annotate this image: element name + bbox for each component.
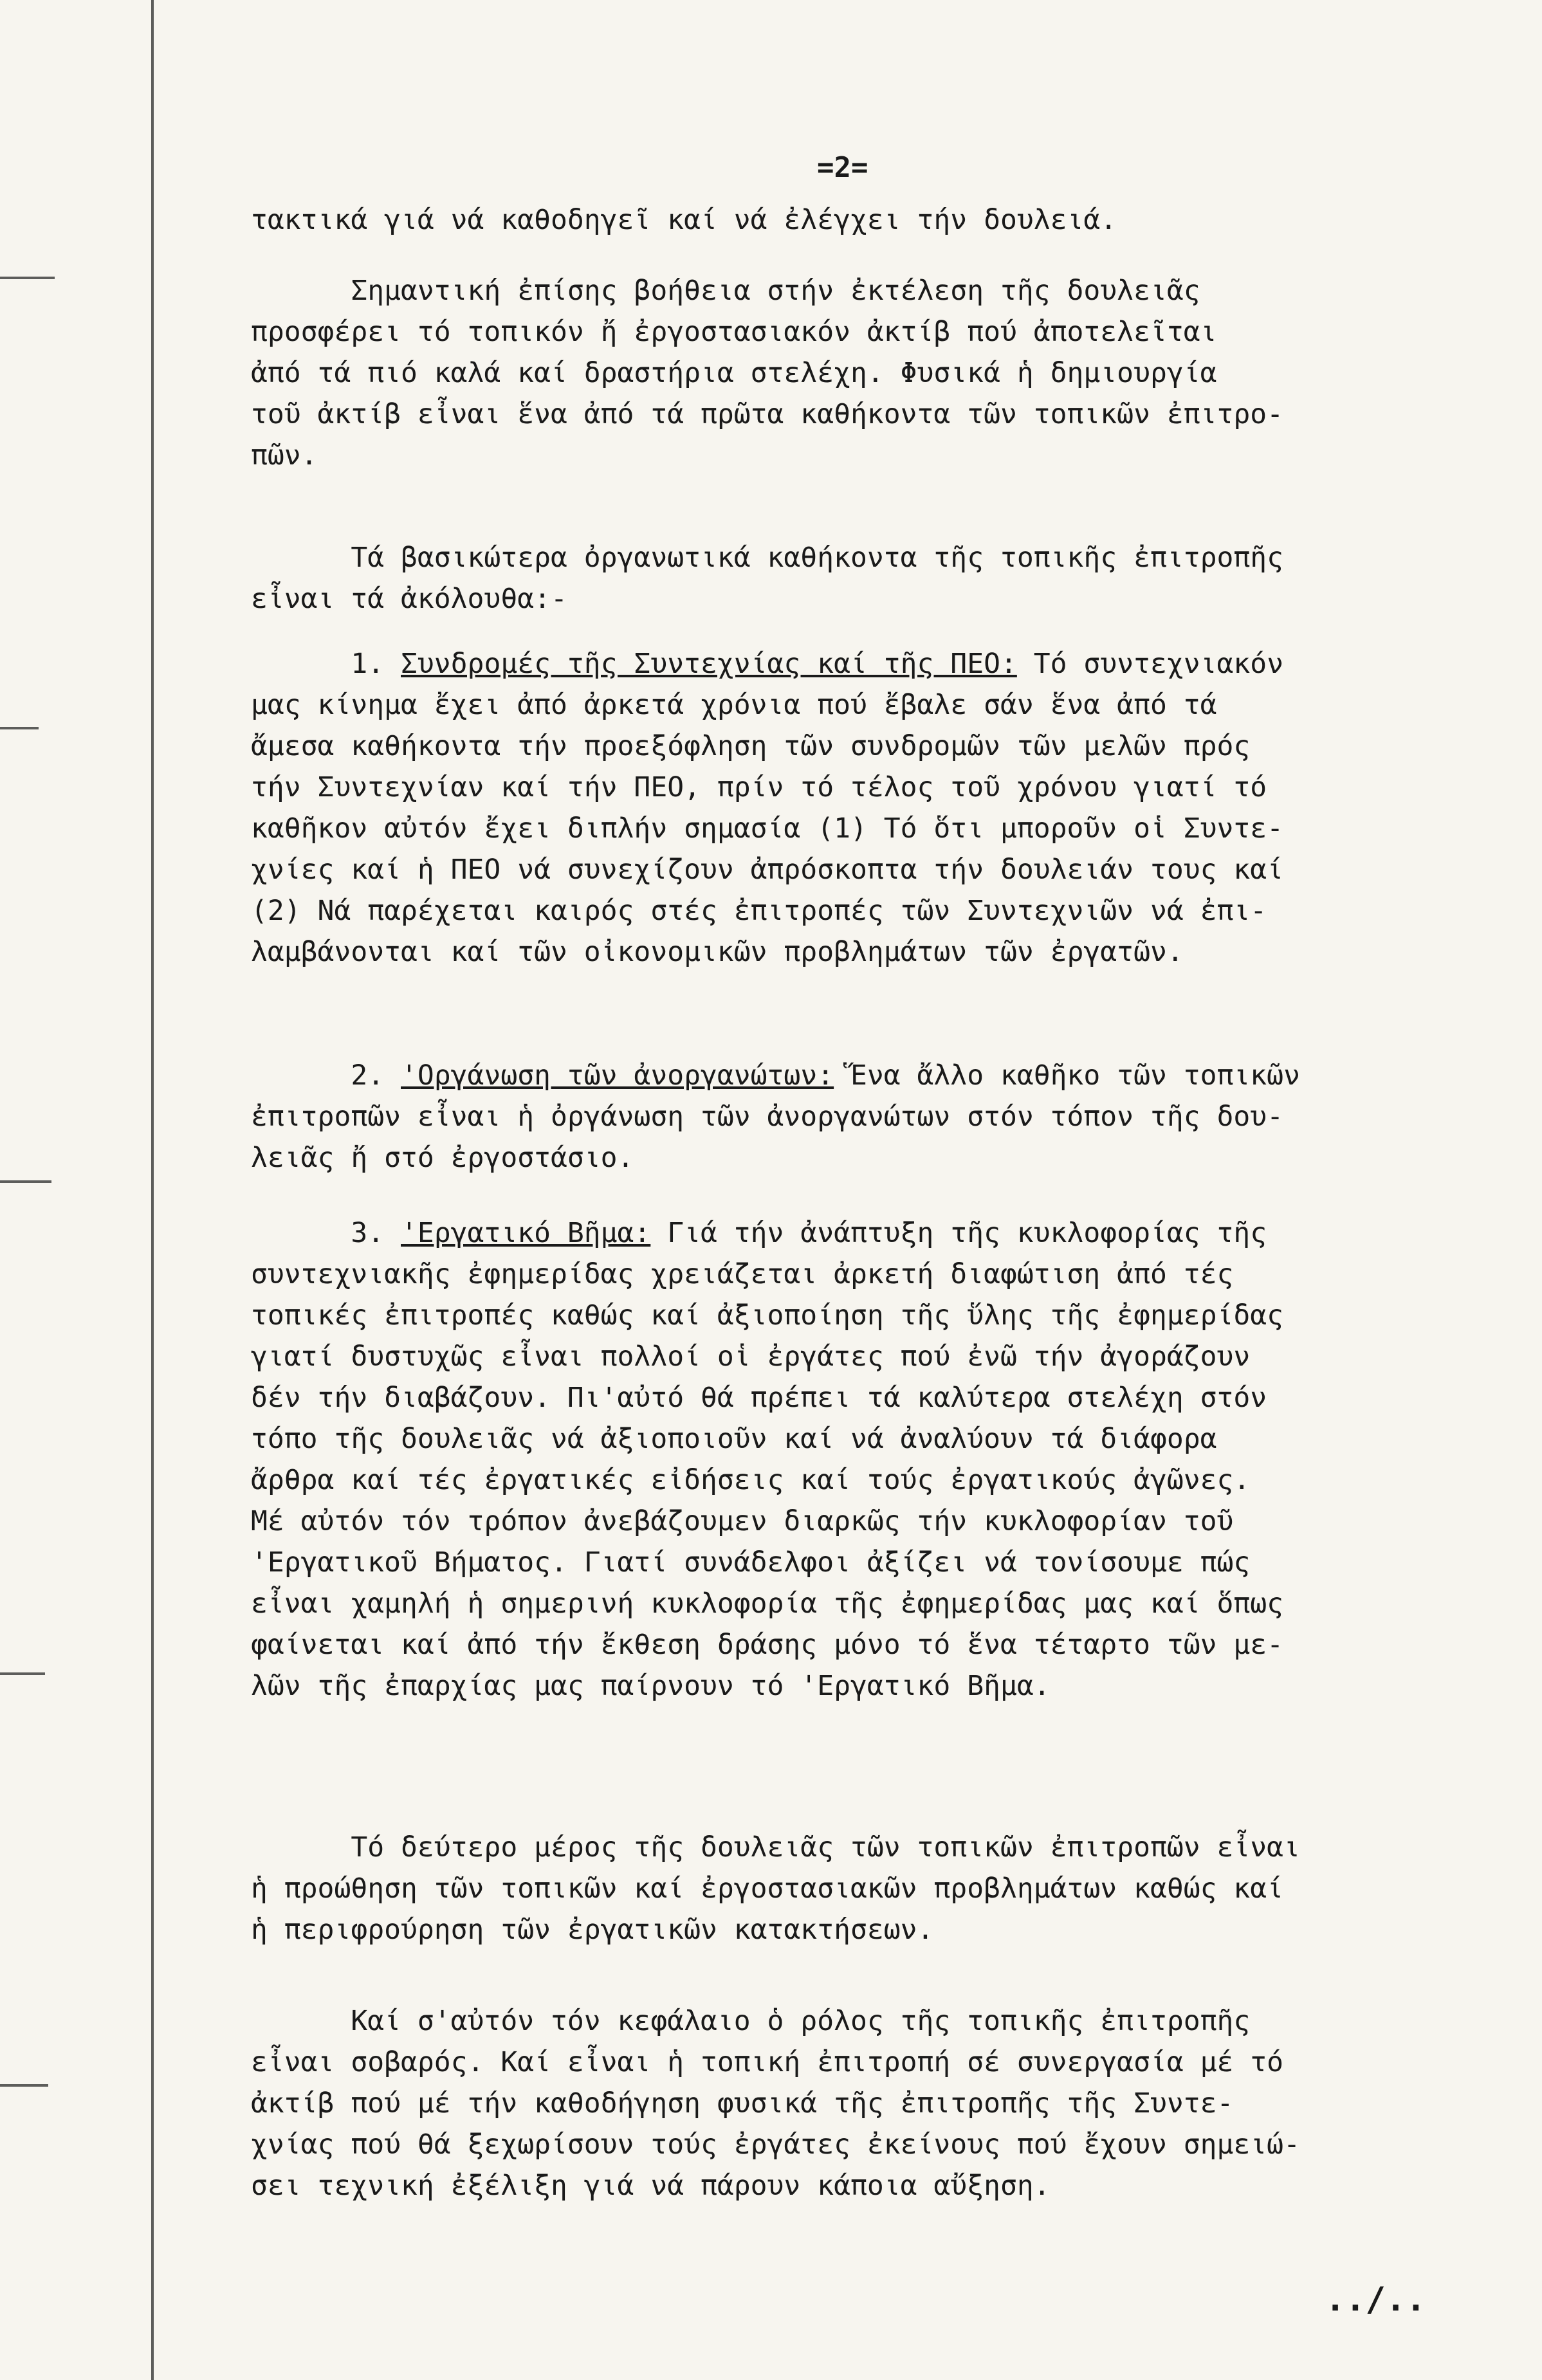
margin-tick — [0, 1672, 45, 1675]
text-line: Σημαντική ἐπίσης βοήθεια στήν ἐκτέλεση τῆς δουλειᾶς — [251, 275, 1200, 307]
text-line: ἄμεσα καθήκοντα τήν προεξόφληση τῶν συνδρομῶν τῶν μελῶν πρός — [251, 730, 1251, 762]
text-line: λειᾶς ἤ στό ἐργοστάσιο. — [251, 1142, 634, 1174]
text-line: τοπικές ἐπιτροπές καθώς καί ἀξιοποίηση τῆς ὕλης τῆς ἐφημερίδας — [251, 1299, 1284, 1332]
text-line: γιατί δυστυχῶς εἶναι πολλοί οἱ ἐργάτες πού ἐνῶ τήν ἀγοράζουν — [251, 1341, 1251, 1373]
paragraph-role — [251, 2000, 1492, 2206]
text-line: 'Εργατικοῦ Βήματος. Γιατί συνάδελφοι ἀξίζει νά τονίσουμε πώς — [251, 1546, 1251, 1579]
margin-rule — [151, 0, 154, 2380]
text-line: τόπο τῆς δουλειᾶς νά ἀξιοποιοῦν καί νά ἀναλύουν τά διάφορα — [251, 1423, 1217, 1455]
text-line: σει τεχνική ἐξέλιξη γιά νά πάρουν κάποια αὔξηση. — [251, 2170, 1051, 2202]
margin-tick — [0, 727, 39, 729]
text-line: (2) Νά παρέχεται καιρός στές ἐπιτροπές τῶν Συντεχνιῶν νά ἐπι- — [251, 895, 1267, 927]
item-text: Τό συντεχνιακόν — [1016, 648, 1284, 680]
item-title: 'Εργατικό Βῆμα: — [401, 1217, 651, 1249]
text-line: ἡ περιφρούρηση τῶν ἐργατικῶν κατακτήσεων. — [251, 1914, 934, 1946]
text-line: ἡ προώθηση τῶν τοπικῶν καί ἐργοστασιακῶν προβλημάτων καθώς καί — [251, 1872, 1284, 1905]
text-line: χνίες καί ἡ ΠΕΟ νά συνεχίζουν ἀπρόσκοπτα τήν δουλειάν τους καί — [251, 854, 1284, 886]
text-line: μας κίνημα ἔχει ἀπό ἀρκετά χρόνια πού ἔβαλε σάν ἕνα ἀπό τά — [251, 689, 1217, 721]
text-line: Τά βασικώτερα ὀργανωτικά καθήκοντα τῆς τοπικῆς ἐπιτροπῆς — [251, 542, 1284, 574]
text-line: λαμβάνονται καί τῶν οἰκονομικῶν προβλημάτων τῶν ἐργατῶν. — [251, 936, 1184, 968]
text-line: πῶν. — [251, 439, 318, 471]
text-line: Καί σ'αὐτόν τόν κεφάλαιο ὁ ρόλος τῆς τοπικῆς ἐπιτροπῆς — [251, 2005, 1251, 2037]
paragraph-second-part — [251, 1827, 1492, 1950]
text-line: χνίας πού θά ξεχωρίσουν τούς ἐργάτες ἐκείνους πού ἔχουν σημειώ- — [251, 2128, 1300, 2161]
text-line — [251, 1055, 1492, 1096]
page-number: =2= — [817, 151, 868, 184]
text-line: φαίνεται καί ἀπό τήν ἔκθεση δράσης μόνο τό ἕνα τέταρτο τῶν με- — [251, 1629, 1284, 1661]
text-line: ἄρθρα καί τές ἐργατικές εἰδήσεις καί τούς ἐργατικούς ἀγῶνες. — [251, 1464, 1251, 1496]
continuation-mark: ../.. — [1325, 2280, 1426, 2319]
paragraph-opening — [251, 199, 1492, 241]
list-item-1 — [251, 643, 1492, 973]
text-line: ἐπιτροπῶν εἶναι ἡ ὀργάνωση τῶν ἀνοργανώτων στόν τόπον τῆς δου- — [251, 1101, 1284, 1133]
text-line: συντεχνιακῆς ἐφημερίδας χρειάζεται ἀρκετή διαφώτιση ἀπό τές — [251, 1258, 1234, 1290]
text-line: προσφέρει τό τοπικόν ἤ ἐργοστασιακόν ἀκτίβ πού ἀποτελεῖται — [251, 316, 1217, 348]
text-line: Μέ αὐτόν τόν τρόπον ἀνεβάζουμεν διαρκῶς τήν κυκλοφορίαν τοῦ — [251, 1505, 1234, 1537]
text-line: τήν Συντεχνίαν καί τήν ΠΕΟ, πρίν τό τέλος τοῦ χρόνου γιατί τό — [251, 771, 1267, 803]
item-title: Συνδρομές τῆς Συντεχνίας καί τῆς ΠΕΟ: — [401, 648, 1017, 680]
text-line: εἶναι χαμηλή ἡ σημερινή κυκλοφορία τῆς ἐφημερίδας μας καί ὅπως — [251, 1588, 1284, 1620]
margin-tick — [0, 2084, 48, 2087]
item-number: 1. — [251, 648, 385, 680]
text-line: τακτικά γιά νά καθοδηγεῖ καί νά ἐλέγχει τήν δουλειά. — [251, 204, 1117, 236]
item-title: 'Οργάνωση τῶν ἀνοργανώτων: — [401, 1059, 834, 1092]
text-line: ἀκτίβ πού μέ τήν καθοδήγηση φυσικά τῆς ἐπιτροπῆς τῆς Συντε- — [251, 2087, 1234, 2119]
item-number: 3. — [251, 1217, 385, 1249]
text-line: εἶναι τά ἀκόλουθα:- — [251, 583, 567, 615]
text-line: ἀπό τά πιό καλά καί δραστήρια στελέχη. Φυσικά ἡ δημιουργία — [251, 357, 1217, 389]
text-line: Τό δεύτερο μέρος τῆς δουλειᾶς τῶν τοπικῶν ἐπιτροπῶν εἶναι — [251, 1831, 1300, 1863]
paragraph-help — [251, 270, 1492, 476]
text-line — [251, 643, 1492, 684]
text-line: εἶναι σοβαρός. Καί εἶναι ἡ τοπική ἐπιτροπή σέ συνεργασία μέ τό — [251, 2046, 1284, 2078]
text-line: λῶν τῆς ἐπαρχίας μας παίρνουν τό 'Εργατικό Βῆμα. — [251, 1670, 1051, 1702]
text-line: δέν τήν διαβάζουν. Πι'αὐτό θά πρέπει τά καλύτερα στελέχη στόν — [251, 1382, 1267, 1414]
paragraph-duties-intro — [251, 537, 1492, 619]
item-text: Γιά τήν ἀνάπτυξη τῆς κυκλοφορίας τῆς — [650, 1217, 1267, 1249]
item-number: 2. — [251, 1059, 385, 1092]
item-text: Ἕνα ἄλλο καθῆκο τῶν τοπικῶν — [834, 1059, 1300, 1092]
margin-tick — [0, 277, 55, 279]
text-line: τοῦ ἀκτίβ εἶναι ἕνα ἀπό τά πρῶτα καθήκοντα τῶν τοπικῶν ἐπιτρο- — [251, 398, 1284, 430]
text-line — [251, 1213, 1492, 1254]
text-line: καθῆκον αὐτόν ἔχει διπλήν σημασία (1) Τό ὅτι μποροῦν οἱ Συντε- — [251, 812, 1284, 845]
margin-tick — [0, 1180, 51, 1183]
list-item-3 — [251, 1213, 1492, 1707]
list-item-2 — [251, 1055, 1492, 1178]
